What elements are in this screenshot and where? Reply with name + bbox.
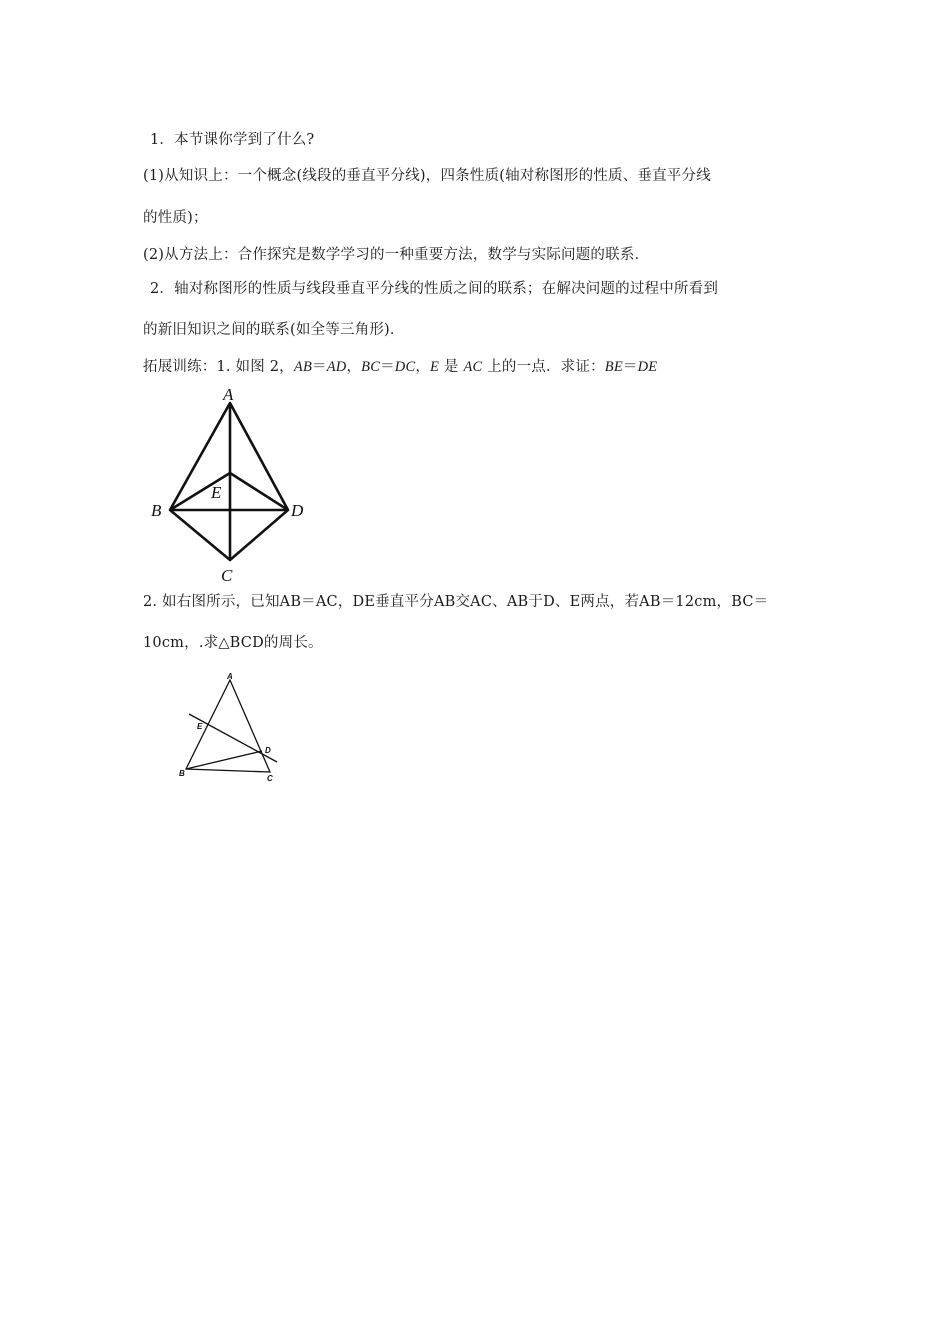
- summary-knowledge-line-2: 的性质)；: [143, 210, 208, 226]
- segment-be: BE: [604, 359, 623, 375]
- summary-knowledge-line-1: (1)从知识上：一个概念(线段的垂直平分线)，四条性质(轴对称图形的性质、垂直平分线: [143, 168, 711, 184]
- comma: ，: [346, 359, 362, 375]
- label-b: B: [151, 501, 162, 520]
- point-e: E: [430, 359, 440, 375]
- summary-question-2-line-2: 的新旧知识之间的联系(如全等三角形)．: [143, 322, 405, 338]
- comma: ，: [415, 359, 431, 375]
- summary-method-line: (2)从方法上：合作探究是数学学习的一种重要方法，数学与实际问题的联系．: [143, 247, 650, 263]
- label-d: D: [291, 501, 304, 520]
- text-prove: 上的一点．求证：: [482, 359, 605, 375]
- segment-bd: [186, 751, 262, 769]
- exercise-2-line-1: 2. 如右图所示，已知AB＝AC，DE垂直平分AB交AC、AB于D、E两点，若AB＝12cm，BC＝: [143, 594, 769, 610]
- equals-sign: ＝: [312, 359, 327, 375]
- segment-ad: AD: [326, 359, 347, 375]
- label-a: A: [223, 385, 234, 404]
- figure-1-kite-diagram: [145, 380, 320, 585]
- label-d: D: [265, 746, 271, 755]
- label-c: C: [267, 774, 273, 783]
- label-e: E: [211, 483, 222, 502]
- equals-sign: ＝: [380, 359, 395, 375]
- segment-bc: BC: [361, 359, 381, 375]
- label-b: B: [179, 769, 185, 778]
- segment-de: DE: [637, 359, 658, 375]
- text-is: 是: [439, 359, 464, 375]
- segment-ab: AB: [293, 359, 313, 375]
- label-c: C: [221, 566, 233, 585]
- exercise-1-statement: [143, 355, 657, 376]
- exercise-1-prefix: 拓展训练：1. 如图 2，: [143, 359, 294, 375]
- segment-ac: AC: [463, 359, 483, 375]
- segment-dc: DC: [394, 359, 416, 375]
- label-a: A: [227, 672, 233, 681]
- exercise-2-line-2: 10cm，.求△BCD的周长。: [143, 635, 323, 651]
- figure-2-triangle-diagram: [175, 670, 290, 785]
- label-e: E: [197, 722, 203, 731]
- summary-question-1: 1．本节课你学到了什么?: [150, 132, 315, 148]
- summary-question-2-line-1: 2．轴对称图形的性质与线段垂直平分线的性质之间的联系；在解决问题的过程中所看到: [150, 281, 719, 297]
- equals-sign: ＝: [622, 359, 638, 375]
